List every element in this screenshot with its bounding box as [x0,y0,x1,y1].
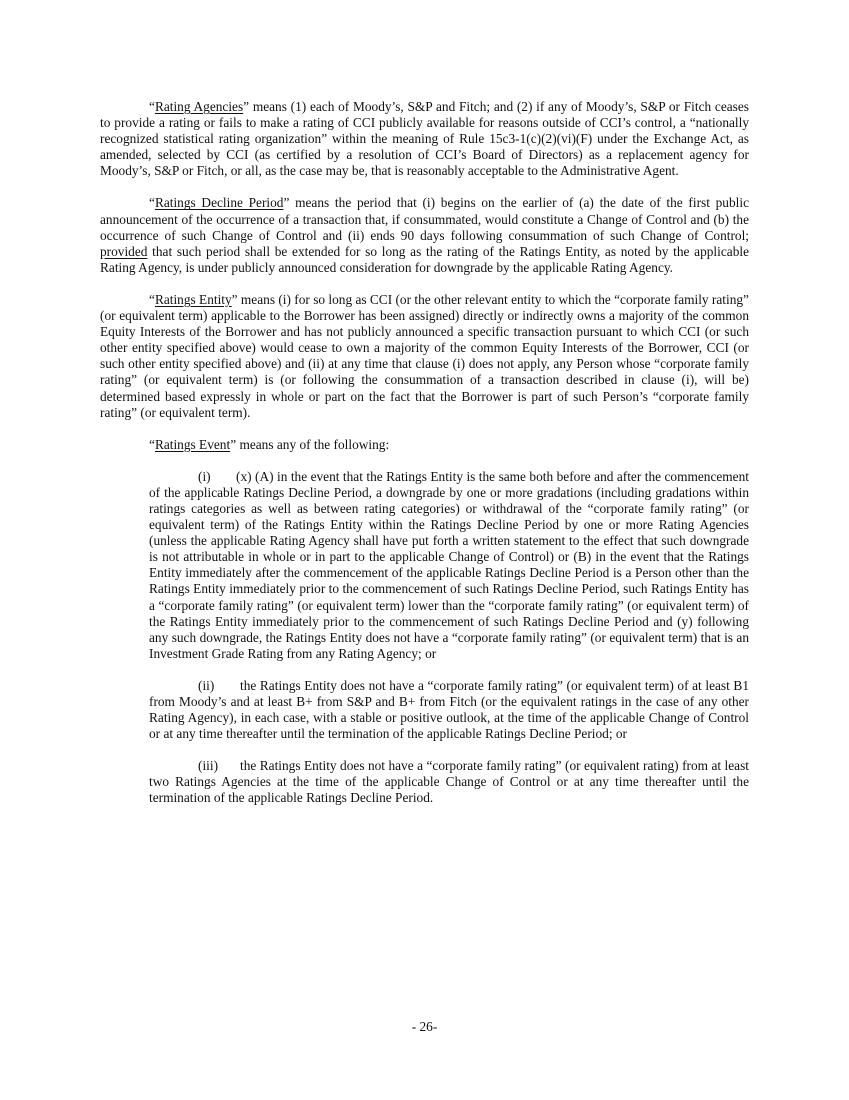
definition-rating-agencies [100,99,749,179]
definition-text: ” means (i) for so long as CCI (or the other relevant entity to which the “corporate family rating” (or equivalent term) applicable to the Borrower has been assigned) directly or indirectly owns a majority of the common Equity Interests of the Borrower and has not publicly announced a specific transaction pursuant to which CCI (or such other entity specified above) would cease to own a majority of the common Equity Interests of the Borrower, CCI (or such other entity specified above) and (ii) at any time that clause (i) does not apply, any Person whose “corporate family rating” (or equivalent term) is (or following the consummation of a transaction described in clause (i), will be) determined based expressly in whole or part on the fact that the Borrower is part of such Person’s “corporate family rating” (or equivalent term). [100,291,749,420]
defined-term-ratings-entity: Ratings Entity [154,291,232,307]
clause-text: the Ratings Entity does not have a “corporate family rating” (or equivalent rating) from at least two Ratings Agencies at the time of the applicable Change of Control or at any time thereafter until the termination of the applicable Ratings Decline Period. [149,758,749,806]
definition-text: ” means any of the following: [230,436,390,452]
open-quote: “ [149,195,155,211]
defined-term-rating-agencies: Rating Agencies [154,99,244,114]
definition-ratings-event [100,437,749,453]
clause-text: (x) (A) in the event that the Ratings Entity is the same both before and after the commencement of the applicable Ratings Decline Period, a downgrade by one or more gradations (including gradations within ratings categories as well as between rating categories) or withdrawal of the “corporate family rating” (or equivalent term) of the Ratings Entity within the Ratings Decline Period by one or more Rating Agencies (unless the applicable Rating Agency shall have put forth a written statement to the effect that such downgrade is not attributable in whole or in part to the applicable Change of Control) or (B) in the event that the Ratings Entity immediately after the commencement of the applicable Ratings Decline Period is a Person other than the Ratings Entity immediately prior to the commencement of such Ratings Decline Period, such Ratings Entity has a “corporate family rating” (or equivalent term) lower than the “corporate family rating” (or equivalent term) of the Ratings Entity immediately prior to the commencement of such Ratings Decline Period and (y) following any such downgrade, the Ratings Entity does not have a “corporate family rating” (or equivalent term) that is an Investment Grade Rating from any Rating Agency; or [149,468,749,661]
open-quote: “ [149,291,155,307]
defined-term-ratings-decline-period: Ratings Decline Period [154,195,284,211]
clause-number: (iii) [198,758,219,774]
ratings-event-clause-ii [149,678,749,742]
definition-text: ” means the period that (i) begins on the earlier of (a) the date of the first public announcement of the occurrence of a transaction that, if consummated, would constitute a Change of Control and (b) the occurrence of such Change of Control and (ii) ends 90 days following consummation of such Change of Control; [100,195,749,243]
definition-ratings-entity [100,292,749,421]
open-quote: “ [149,99,155,114]
definition-text-continued: that such period shall be extended for so long as the rating of the Ratings Entity, as noted by the applicable Rating Agency, is under publicly announced consideration for downgrade by the applicable Rating Agency. [100,243,749,275]
ratings-event-clause-iii [149,758,749,806]
clause-number: (i) [198,468,211,484]
definition-ratings-decline-period [100,195,749,275]
open-quote: “ [149,436,155,452]
ratings-event-clause-i [149,469,749,662]
document-page [100,99,749,823]
definition-text: ” means (1) each of Moody’s, S&P and Fitch; and (2) if any of Moody’s, S&P or Fitch ceases to provide a rating or fails to make a rating of CCI publicly available for reasons outside of CCI’s control, a “nationally recognized statistical rating organization” within the meaning of Rule 15c3-1(c)(2)(vi)(F) under the Exchange Act, as amended, selected by CCI (as certified by a resolution of CCI’s Board of Directors) as a replacement agency for Moody’s, S&P or Fitch, or all, as the case may be, that is reasonably acceptable to the Administrative Agent. [100,99,749,179]
defined-term-ratings-event: Ratings Event [154,436,231,452]
clause-number: (ii) [198,677,215,693]
clause-text: the Ratings Entity does not have a “corporate family rating” (or equivalent term) of at least B1 from Moody’s and at least B+ from S&P and B+ from Fitch (or the equivalent ratings in the case of any other Rating Agency), in each case, with a stable or positive outlook, at the time of the applicable Change of Control or at any time thereafter until the termination of the applicable Ratings Decline Period; or [149,677,749,742]
provided-emphasis: provided [100,243,148,259]
page-number: - 26- [411,1019,438,1034]
